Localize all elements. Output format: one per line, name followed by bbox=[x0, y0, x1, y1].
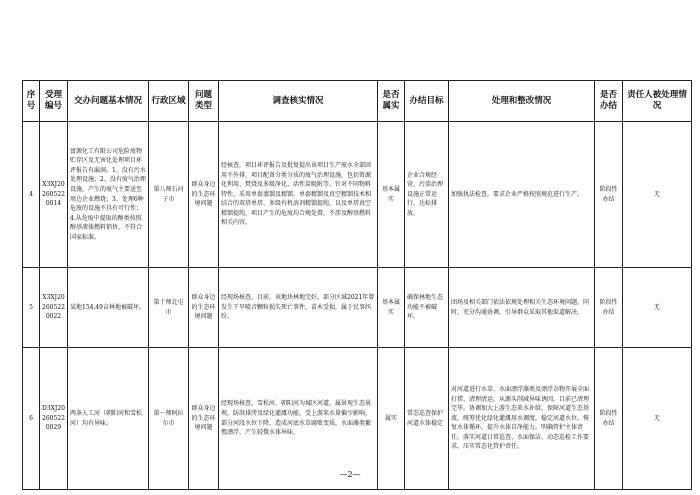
header-done: 是否办结 bbox=[595, 81, 623, 122]
header-handling: 处理和整改情况 bbox=[449, 81, 595, 122]
row-goal: 企业合规经营，污染治理设施正常运行，达标排放。 bbox=[405, 122, 449, 268]
row-goal: 常态巡查保护河道水体稳定 bbox=[405, 348, 449, 490]
table-row bbox=[23, 122, 692, 268]
complaint-table bbox=[22, 80, 692, 490]
table-row bbox=[23, 348, 692, 490]
table-row bbox=[23, 268, 692, 348]
row-region: 第一师阿拉尔市 bbox=[149, 348, 189, 490]
header-punish: 责任人被处理情况 bbox=[623, 81, 692, 122]
header-type: 问题类型 bbox=[189, 81, 219, 122]
row-investigation: 经现场核查，雪松河、朝阳河为城区河道，属景观生态景观，防洪排涝及绿化灌溉功能。受上游来水量偏少影响，部分河段水位下降，造成河底水草腐败变质，水面藻类繁殖漂浮，产生轻微水体异味。 bbox=[219, 348, 378, 490]
header-basic: 交办问题基本情况 bbox=[68, 81, 149, 122]
row-true: 基本属实 bbox=[378, 122, 405, 268]
row-true: 属实 bbox=[378, 348, 405, 490]
row-handling: 加强执法检查，要求企业严格按照规范进行生产。 bbox=[449, 122, 595, 268]
row-done: 阶段性办结 bbox=[595, 348, 623, 490]
row-type: 群众身边的生态环境问题 bbox=[189, 268, 219, 348]
table-header-row bbox=[23, 81, 692, 122]
row-goal: 确保林地生态功能不被破坏。 bbox=[405, 268, 449, 348]
row-basic: 某地154.49亩林地被破坏。 bbox=[68, 268, 149, 348]
row-no: 5 bbox=[23, 268, 40, 348]
row-investigation: 经现场核查，目前，该地块林地完好，部分区域2021年曾发生干旱喷音颗粒损失死亡事件，苗木受损，属于民事纠纷。 bbox=[219, 268, 378, 348]
row-id: X3XJ202605220022 bbox=[40, 268, 68, 348]
row-handling: 对河道进行水草、水面漂浮藻类及漂浮杂物开展全面打捞、清理清运，从源头削减异味诱因。目前已清理完毕。协调加大上游生态来水补给，保障河道生态基流，统筹优化绿化灌溉用水调度，稳定河道水位。恢复水体循环，提升水体自净能力。明确管护主体责任，落实河道日常巡查、水面保洁、动态巡检工作要求，压实常态化管护责任。 bbox=[449, 348, 595, 490]
row-done: 阶段性办结 bbox=[595, 122, 623, 268]
row-id: D3XJ202605220029 bbox=[40, 348, 68, 490]
header-true: 是否属实 bbox=[378, 81, 405, 122]
row-type: 群众身边的生态环境问题 bbox=[189, 122, 219, 268]
row-punish: 无 bbox=[623, 348, 692, 490]
row-region: 第八师石河子市 bbox=[149, 122, 189, 268]
row-basic: 两条人工河（朝阳河和雪松河）均有异味。 bbox=[68, 348, 149, 490]
row-true: 基本属实 bbox=[378, 268, 405, 348]
row-handling: 团场及相关部门依法依规处理相关生态环境问题，同时，充分沟通协调，引导群众采取其他渠道解决。 bbox=[449, 268, 595, 348]
row-investigation: 经核查，项目环评报告及批复提出该项目生产废水全部回用不外排，项目配备分类分质的废气治理设施，包括资源化利用、焚烧及多级净化、活性炭吸附等。针对不同物料特性，采用单套蒸馏及精馏、单套精馏及真空精馏技术相结合的双塔单塔、多级有机溶剂精馏提纯，以及单塔真空精馏提纯。项目产生的危废均合规处置，不涉及醇基燃料相关内容。 bbox=[219, 122, 378, 268]
page-number: —2— bbox=[339, 470, 361, 479]
header-no: 序号 bbox=[23, 81, 40, 122]
header-goal: 办结目标 bbox=[405, 81, 449, 122]
row-type: 群众身边的生态环境问题 bbox=[189, 348, 219, 490]
row-region: 第十师北屯市 bbox=[149, 268, 189, 348]
row-done: 阶段性办结 bbox=[595, 268, 623, 348]
row-basic: 富源化工有限公司危险废物贮存区及无害化处理项目环评报告有漏洞。1、没有污水处理设施；2、没有废气治理设施，产生的废气主要送至周边企业燃烧；3、处理6种危废的设施不具有可行性；4.从危废中提取的醇类按照醇基液体燃料销售，不符合国家标准。 bbox=[68, 122, 149, 268]
row-no: 6 bbox=[23, 348, 40, 490]
row-id: X3XJ202605220014 bbox=[40, 122, 68, 268]
row-no: 4 bbox=[23, 122, 40, 268]
header-id: 受理编号 bbox=[40, 81, 68, 122]
header-region: 行政区域 bbox=[149, 81, 189, 122]
header-investigation: 调查核实情况 bbox=[219, 81, 378, 122]
row-punish: 无 bbox=[623, 122, 692, 268]
row-punish: 无 bbox=[623, 268, 692, 348]
